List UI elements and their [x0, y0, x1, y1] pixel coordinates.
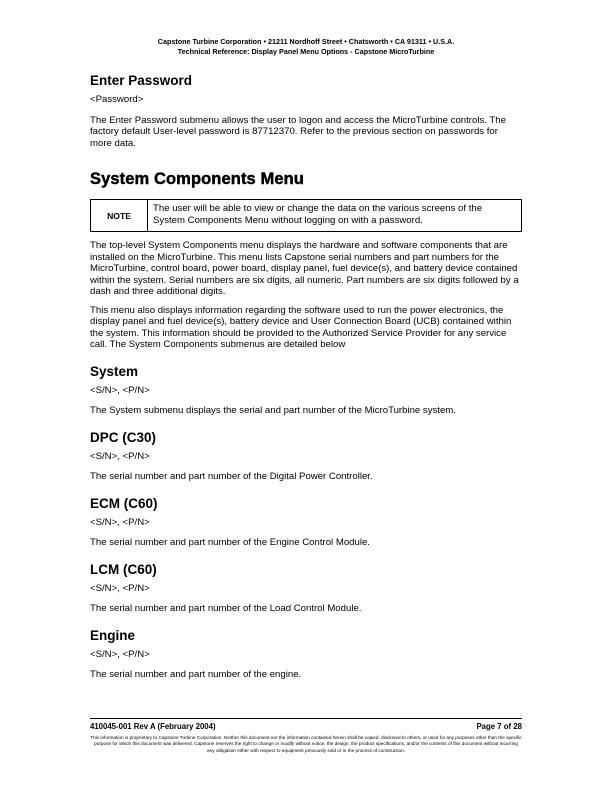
header-document-title: Technical Reference: Display Panel Menu Options - Capstone MicroTurbine — [177, 47, 435, 56]
section-description: The serial number and part number of the Engine Control Module. — [90, 537, 370, 548]
section-dpc — [90, 429, 522, 483]
note-box — [90, 199, 522, 232]
footer-document-id: 410045-001 Rev A (February 2004) — [90, 722, 216, 731]
system-components-paragraph-2: This menu also displays information regarding the software used to run the power electronics, the display panel and fuel device(s), battery device and User Connection Board (UCB) contained within the system. This information should be provided to the Authorized Service Provider for any service call. The System Components submenus are detailed below — [90, 304, 512, 350]
section-lcm — [90, 561, 522, 615]
section-heading: Engine — [90, 627, 136, 643]
enter-password-description: The Enter Password submenu allows the user to logon and access the MicroTurbine controls. The factory default User-level password is 87712370. Refer to the previous section on passwords for more data. — [90, 114, 506, 149]
section-syntax: <S/N>, <P/N> — [90, 582, 150, 594]
section-heading: System — [90, 363, 139, 379]
section-description: The System submenu displays the serial and part number of the MicroTurbine system. — [90, 405, 456, 416]
page-header — [0, 37, 612, 57]
section-system — [90, 363, 522, 417]
footer — [90, 722, 522, 731]
note-label: NOTE — [91, 200, 148, 231]
section-description: The serial number and part number of the Load Control Module. — [90, 603, 362, 614]
enter-password-heading: Enter Password — [90, 73, 193, 88]
section-description: The serial number and part number of the engine. — [90, 669, 302, 680]
enter-password-syntax: <Password> — [90, 94, 144, 105]
footer-disclaimer: This information is proprietary to Capstone Turbine Corporation. Neither this document nor the information contained herein shall be copied, disclosed to others, or used for any purposes other than the specific purpose for which this document was delivered. Capstone reserves the right to change or modify without notice, the design, the product specifications, and/or the contents of this document without incurring any obligation either with respect to equipment previously sold or in the process of construction. — [90, 735, 522, 753]
system-components-heading: System Components Menu — [90, 170, 304, 188]
page-content — [90, 72, 522, 688]
section-syntax: <S/N>, <P/N> — [90, 384, 150, 396]
section-engine — [90, 627, 522, 681]
section-heading: ECM (C60) — [90, 495, 158, 511]
section-heading: DPC (C30) — [90, 429, 157, 445]
footer-divider — [90, 718, 522, 719]
section-syntax: <S/N>, <P/N> — [90, 648, 150, 660]
footer-page-number: Page 7 of 28 — [476, 722, 522, 731]
section-syntax: <S/N>, <P/N> — [90, 516, 150, 528]
section-heading: LCM (C60) — [90, 561, 157, 577]
system-components-paragraph-1: The top-level System Components menu displays the hardware and software components that are installed on the MicroTurbine. This menu lists Capstone serial numbers and part numbers for the MicroTurbine, control board, power board, display panel, fuel device(s), and battery device contained within the system. Serial numbers are six digits, all numeric. Part numbers are six digits followed by a dash and three additional digits. — [90, 240, 519, 297]
note-text: The user will be able to view or change the data on the various screens of the System Components Menu without logging on with a password. — [153, 203, 483, 226]
header-company-line: Capstone Turbine Corporation • 21211 Nordhoff Street • Chatsworth • CA 91311 • U.S.A. — [157, 37, 455, 46]
section-syntax: <S/N>, <P/N> — [90, 450, 150, 462]
section-description: The serial number and part number of the Digital Power Controller. — [90, 471, 373, 482]
section-ecm — [90, 495, 522, 549]
